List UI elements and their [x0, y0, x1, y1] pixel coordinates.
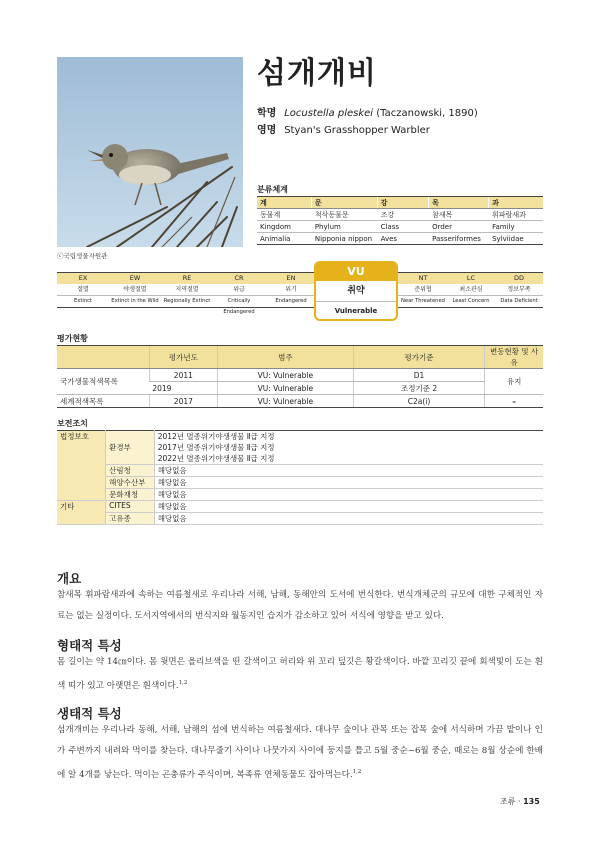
table-row — [57, 369, 543, 382]
table-row — [57, 465, 543, 477]
cell: C2a(i) — [353, 395, 484, 408]
morphology-text: 몸 길이는 약 14㎝이다. 몸 윗면은 올리브색을 띤 갈색이고 허리와 위 꼬리 덮깃은 황갈색이다. 바깥 꼬리깃 끝에 회색빛이 도는 흰색 띠가 있고 아랫면은 흰색이다. — [57, 657, 543, 691]
english-name-row — [257, 121, 430, 136]
classification-title: 분류체계 — [257, 185, 288, 194]
iucn-selected-vu: VU 취약 Vulnerable — [314, 261, 398, 321]
cell: – — [485, 395, 543, 408]
cell: 척삭동물문 — [311, 209, 377, 221]
cell: 범주 — [217, 346, 353, 369]
table-row — [57, 501, 543, 513]
table-row — [257, 209, 543, 221]
iucn-cat-ew: EW 야생절멸 Extinct in the Wild — [109, 272, 161, 308]
footer-section: 조류 — [500, 797, 516, 806]
cell: 조정기준 2 — [353, 382, 484, 395]
cell: 변동현황 및 사유 — [485, 346, 543, 369]
classification-header-row — [257, 197, 543, 209]
cell: Animalia — [257, 233, 311, 245]
cell: 문화재청 — [106, 489, 155, 501]
table-row — [257, 221, 543, 233]
scientific-label: 학명 — [257, 108, 277, 119]
cell: Kingdom — [257, 221, 311, 233]
ecology-paragraph — [57, 720, 543, 786]
cell: 2011 — [149, 369, 217, 382]
cell: 동물계 — [257, 209, 311, 221]
cell: 유지 — [485, 369, 543, 395]
cell: 문 — [311, 197, 377, 209]
morphology-ref: 1,2 — [178, 680, 188, 686]
cell: 법정보호 — [57, 431, 106, 501]
iucn-cat-en: EN 위기 Endangered — [265, 272, 317, 308]
cell: 산림청 — [106, 465, 155, 477]
cell — [57, 346, 149, 369]
cell: 목 — [429, 197, 489, 209]
table-row — [57, 431, 543, 443]
iucn-category-scale — [57, 272, 543, 322]
table-row — [57, 513, 543, 525]
classification-table — [257, 196, 543, 245]
ecology-ref: 1,2 — [352, 769, 362, 775]
page-number: 135 — [523, 797, 540, 806]
cell: 평가년도 — [149, 346, 217, 369]
page-title: 섬개개비 — [257, 56, 377, 91]
english-label: 영명 — [257, 125, 277, 136]
cell: 기타 — [57, 501, 106, 525]
bird-illustration — [57, 57, 243, 247]
iucn-cat-ex: EX 절멸 Extinct — [57, 272, 109, 308]
iucn-cat-lc: LC 최소관심 Least Concern — [447, 272, 495, 308]
cell: Aves — [377, 233, 428, 245]
iucn-cat-re: RE 지역절멸 Regionally Extinct — [161, 272, 213, 308]
table-row — [57, 477, 543, 489]
cell: Order — [429, 221, 489, 233]
conservation-table — [57, 430, 543, 525]
species-photo — [57, 57, 243, 247]
table-row — [57, 489, 543, 501]
cell: VU: Vulnerable — [217, 395, 353, 408]
cell: 참새목 — [429, 209, 489, 221]
cell: 해당없음 — [154, 465, 543, 477]
evaluation-header-row — [57, 346, 543, 369]
cell: 2012년 멸종위기야생생물 Ⅱ급 지정 — [154, 431, 543, 443]
ecology-heading: 생태적 특성 — [57, 706, 122, 721]
cell: VU: Vulnerable — [217, 382, 353, 395]
cell: 국가생물적색목록 — [57, 369, 149, 395]
overview-heading: 개요 — [57, 571, 82, 586]
cell: CITES — [106, 501, 155, 513]
overview-text: 참새목 휘파람새과에 속하는 여름철새로 우리나라 서해, 남해, 동해안의 도서에 번식한다. 번식개체군의 규모에 대한 구체적인 자료는 없는 실정이다. 도서지역에서의 번식지와 월동지인 습지가 감소하고 있어 서식에 영향을 받고 있다. — [57, 590, 543, 621]
cell: 세계적색목록 — [57, 395, 149, 408]
cell: Nipponia nippon — [311, 233, 377, 245]
cell: Class — [377, 221, 428, 233]
scientific-name: Locustella pleskei — [284, 108, 374, 119]
cell: 2017년 멸종위기야생생물 Ⅱ급 지정 — [154, 442, 543, 453]
page-footer: 조류 · 135 — [500, 797, 540, 806]
cell: Phylum — [311, 221, 377, 233]
cell: 2022년 멸종위기야생생물 Ⅱ급 지정 — [154, 453, 543, 465]
cell: Sylviidae — [489, 233, 543, 245]
morphology-heading: 형태적 특성 — [57, 638, 122, 653]
cell: D1 — [353, 369, 484, 382]
iucn-cat-dd: DD 정보부족 Data Deficient — [495, 272, 543, 308]
photo-credit: ⓒ국립생물자원관 — [57, 252, 108, 260]
scientific-name-row — [257, 104, 478, 119]
cell: 평가기준 — [353, 346, 484, 369]
cell: 2017 — [149, 395, 217, 408]
cell: 해당없음 — [154, 477, 543, 489]
cell: 강 — [377, 197, 428, 209]
cell: Family — [489, 221, 543, 233]
cell: 해당없음 — [154, 489, 543, 501]
iucn-cat-cr: CR 위급 Critically Endangered — [213, 272, 265, 308]
table-row — [257, 233, 543, 245]
cell: 계 — [257, 197, 311, 209]
table-row — [57, 395, 543, 408]
ecology-text: 섬개개비는 우리나라 동해, 서해, 남해의 섬에 번식하는 여름철새다. 대나무 숲이나 관목 또는 잡목 숲에 서식하며 가끔 밭이나 인가 주변까지 내려와 먹이를 찾는다. 대나무줄기 사이나 나뭇가지 사이에 둥지를 틀고 5월 중순~6월 중순, 때로는 8월 상순에 한배에 알 4개를 낳는다. 먹이는 곤충류가 주식이며, 복족류 연체동물도 잡아먹는다. — [57, 725, 543, 780]
conservation-title: 보전조치 — [57, 419, 88, 428]
english-name: Styan's Grasshopper Warbler — [284, 125, 430, 136]
iucn-cat-nt: NT 준위협 Near Threatened — [399, 272, 447, 308]
scientific-author: (Taczanowski, 1890) — [373, 108, 478, 119]
cell: 환경부 — [106, 431, 155, 465]
cell: 해당없음 — [154, 501, 543, 513]
cell: 해당없음 — [154, 513, 543, 525]
cell: 고유종 — [106, 513, 155, 525]
evaluation-title: 평가현황 — [57, 334, 88, 343]
cell: 2019 — [149, 382, 217, 395]
cell: 해양수산부 — [106, 477, 155, 489]
cell: Passeriformes — [429, 233, 489, 245]
morphology-paragraph — [57, 652, 543, 697]
cell: 과 — [489, 197, 543, 209]
evaluation-table — [57, 345, 543, 408]
cell: 휘파람새과 — [489, 209, 543, 221]
cell: VU: Vulnerable — [217, 369, 353, 382]
cell: 조강 — [377, 209, 428, 221]
